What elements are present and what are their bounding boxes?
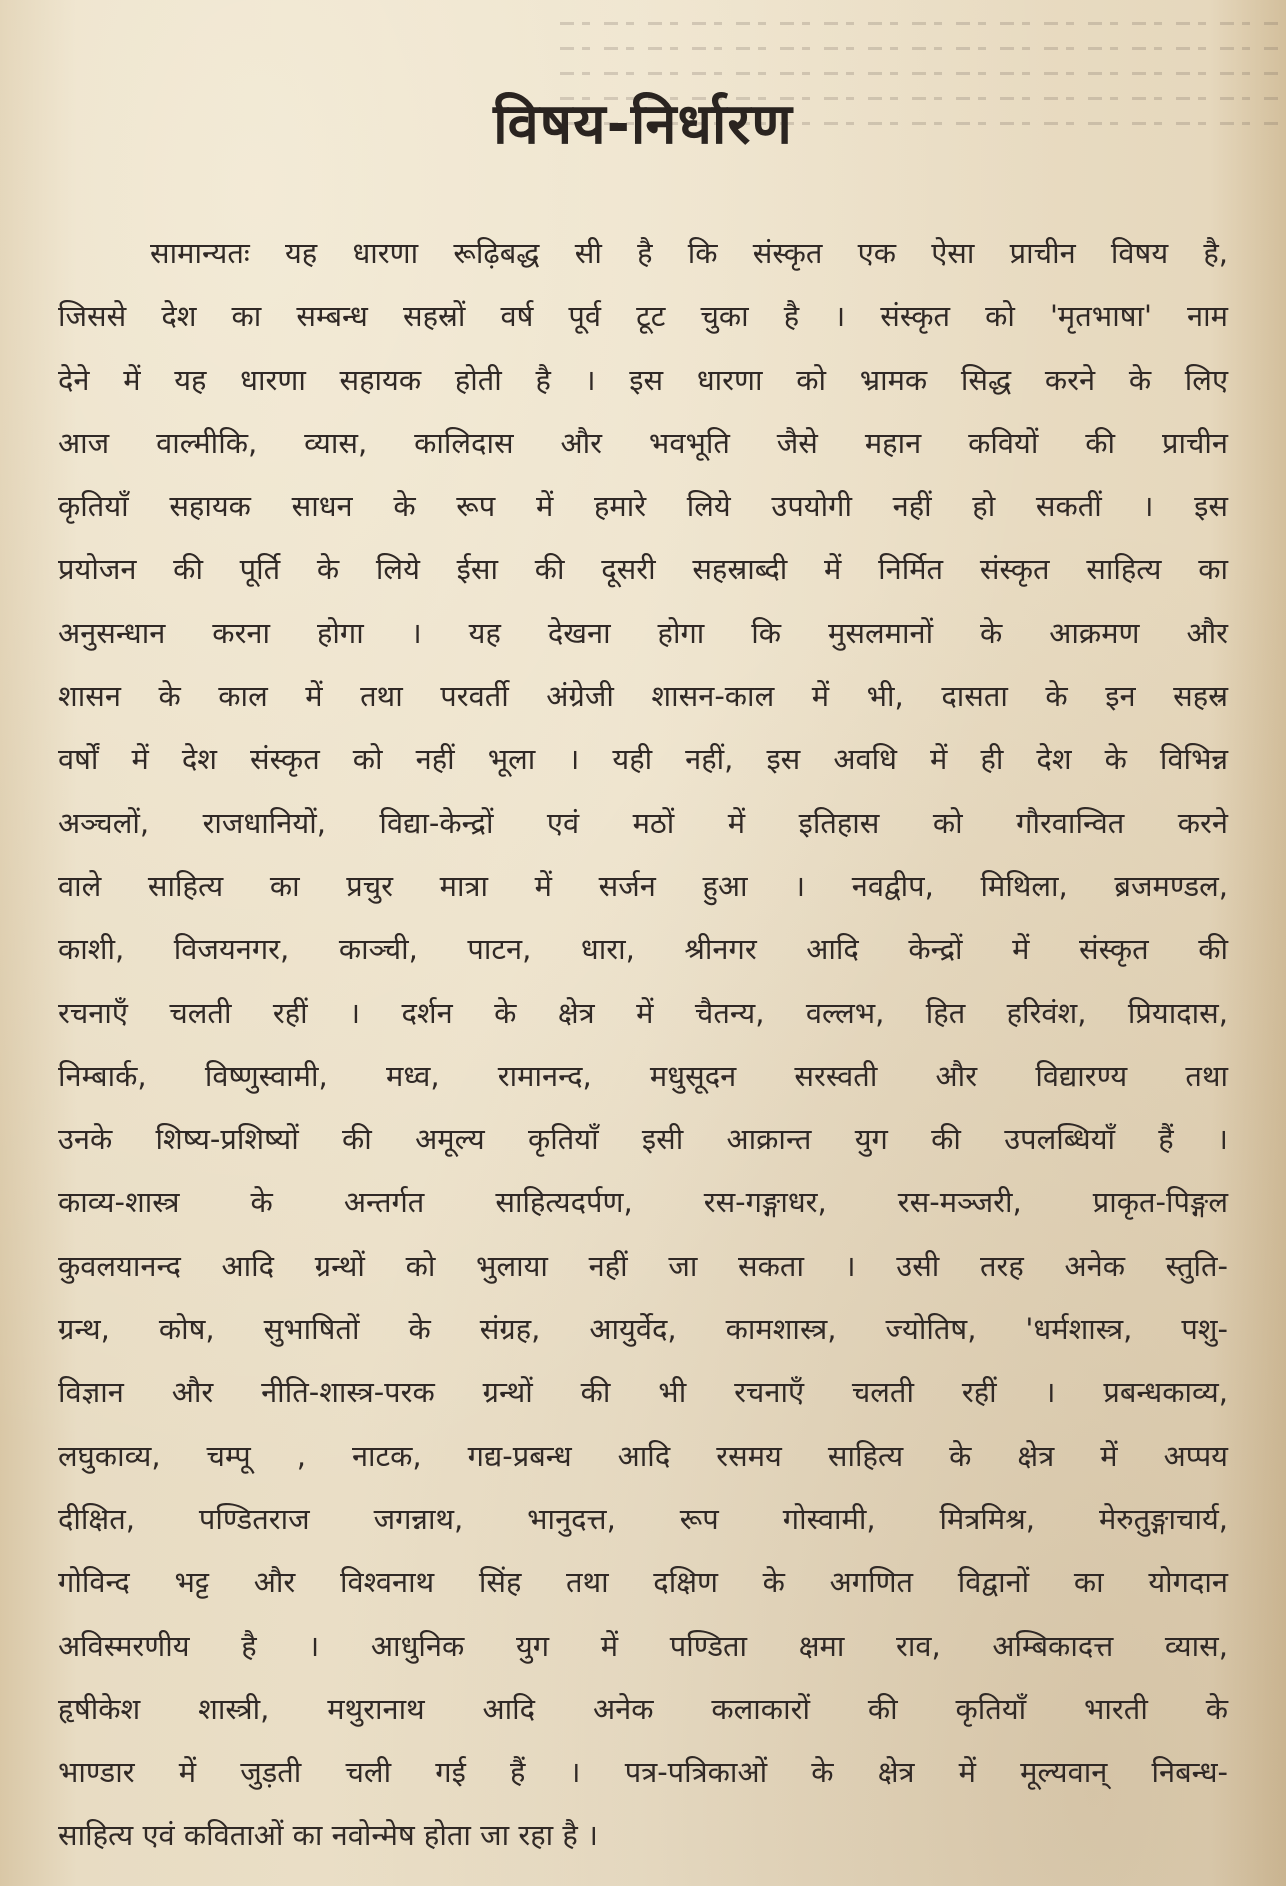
text-line: रचनाएँ चलती रहीं । दर्शन के क्षेत्र में चैतन्य, वल्लभ, हित हरिवंश, प्रियादास, <box>58 995 1228 1030</box>
page-title: विषय-निर्धारण <box>493 92 793 157</box>
text-line: सामान्यतः यह धारणा रूढ़िबद्ध सी है कि संस्कृत एक ऐसा प्राचीन विषय है, <box>150 236 1228 270</box>
text-line: काशी, विजयनगर, काञ्ची, पाटन, धारा, श्रीनगर आदि केन्द्रों में संस्कृत की <box>58 932 1228 967</box>
text-line: अनुसन्धान करना होगा । यह देखना होगा कि मुसलमानों के आक्रमण और <box>58 615 1228 650</box>
text-line: काव्य-शास्त्र के अन्तर्गत साहित्यदर्पण, रस-गङ्गाधर, रस-मञ्जरी, प्राकृत-पिङ्गल <box>58 1185 1228 1220</box>
text-line: दीक्षित, पण्डितराज जगन्नाथ, भानुदत्त, रूप गोस्वामी, मित्रमिश्र, मेरुतुङ्गाचार्य, <box>58 1501 1228 1536</box>
text-line: कुवलयानन्द आदि ग्रन्थों को भुलाया नहीं जा सकता । उसी तरह अनेक स्तुति- <box>58 1248 1228 1283</box>
text-line: प्रयोजन की पूर्ति के लिये ईसा की दूसरी सहस्राब्दी में निर्मित संस्कृत साहित्य का <box>58 552 1228 587</box>
text-line: अविस्मरणीय है । आधुनिक युग में पण्डिता क्षमा राव, अम्बिकादत्त व्यास, <box>58 1628 1228 1663</box>
text-line: गोविन्द भट्ट और विश्वनाथ सिंह तथा दक्षिण के अगणित विद्वानों का योगदान <box>58 1565 1228 1600</box>
text-line: देने में यह धारणा सहायक होती है । इस धारणा को भ्रामक सिद्ध करने के लिए <box>58 362 1228 397</box>
text-line: जिससे देश का सम्बन्ध सहस्रों वर्ष पूर्व टूट चुका है । संस्कृत को 'मृतभाषा' नाम <box>58 299 1228 334</box>
text-line: वाले साहित्य का प्रचुर मात्रा में सर्जन हुआ । नवद्वीप, मिथिला, ब्रजमण्डल, <box>58 868 1228 903</box>
text-line: अञ्चलों, राजधानियों, विद्या-केन्द्रों एवं मठों में इतिहास को गौरवान्वित करने <box>58 805 1228 840</box>
body-paragraph <box>58 222 1228 1868</box>
text-line: उनके शिष्य-प्रशिष्यों की अमूल्य कृतियाँ इसी आक्रान्त युग की उपलब्धियाँ हैं । <box>58 1122 1228 1157</box>
text-line: आज वाल्मीकि, व्यास, कालिदास और भवभूति जैसे महान कवियों की प्राचीन <box>58 425 1228 460</box>
text-line: ग्रन्थ, कोष, सुभाषितों के संग्रह, आयुर्वेद, कामशास्त्र, ज्योतिष, 'धर्मशास्त्र, पशु- <box>58 1312 1228 1347</box>
text-line: हृषीकेश शास्त्री, मथुरानाथ आदि अनेक कलाकारों की कृतियाँ भारती के <box>58 1691 1228 1726</box>
text-line: लघुकाव्य, चम्पू , नाटक, गद्य-प्रबन्ध आदि रसमय साहित्य के क्षेत्र में अप्पय <box>58 1438 1228 1473</box>
text-line: शासन के काल में तथा परवर्ती अंग्रेजी शासन-काल में भी, दासता के इन सहस्र <box>58 679 1228 714</box>
text-line: विज्ञान और नीति-शास्त्र-परक ग्रन्थों की भी रचनाएँ चलती रहीं । प्रबन्धकाव्य, <box>58 1375 1228 1410</box>
text-line: भाण्डार में जुड़ती चली गई हैं । पत्र-पत्रिकाओं के क्षेत्र में मूल्यवान् निबन्ध- <box>58 1755 1228 1790</box>
text-line: वर्षों में देश संस्कृत को नहीं भूला । यही नहीं, इस अवधि में ही देश के विभिन्न <box>58 742 1228 777</box>
text-line: कृतियाँ सहायक साधन के रूप में हमारे लिये उपयोगी नहीं हो सकतीं । इस <box>58 489 1228 524</box>
text-line: निम्बार्क, विष्णुस्वामी, मध्व, रामानन्द, मधुसूदन सरस्वती और विद्यारण्य तथा <box>58 1058 1228 1093</box>
text-line: साहित्य एवं कविताओं का नवोन्मेष होता जा रहा है । <box>58 1818 598 1853</box>
